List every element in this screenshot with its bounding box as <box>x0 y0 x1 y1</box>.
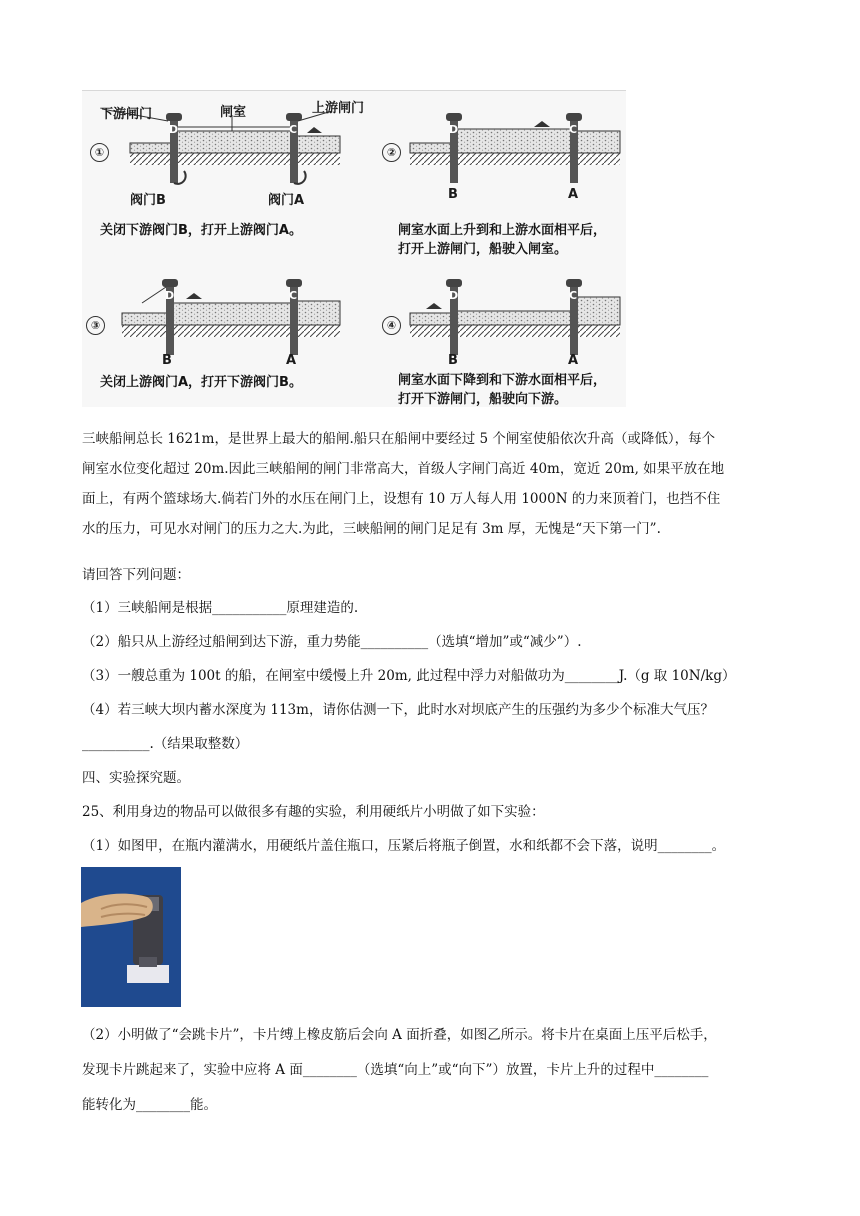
label-downstream-gate: 下游闸门 <box>100 107 153 122</box>
question-3: （3）一艘总重为 100t 的船，在闸室中缓慢上升 20m, 此过程中浮力对船做功为________J.（g 取 10N/kg） <box>82 668 736 684</box>
question-25-part-2-line-1: （2）小明做了“会跳卡片”，卡片缚上橡皮筋后会向 A 面折叠，如图乙所示。将卡片在桌面上压平后松手， <box>82 1027 717 1043</box>
label-lock-chamber: 闸室 <box>220 105 247 120</box>
panel-3-gate-d: D <box>165 289 175 302</box>
question-1: （1）三峡船闸是根据___________原理建造的. <box>82 600 359 616</box>
panel-1-caption <box>100 221 302 240</box>
panel-2-valve-a: A <box>568 187 579 202</box>
panel-1-valve-a: 阀门A <box>268 193 305 208</box>
question-4: （4）若三峡大坝内蓄水深度为 113m，请你估测一下，此时水对坝底产生的压强约为多少个标准大气压？ <box>82 702 714 718</box>
question-4-answer: __________.（结果取整数） <box>82 736 249 752</box>
panel-2-gate-c: C <box>569 123 578 136</box>
panel-1-gate-d: D <box>169 123 179 136</box>
questions-prompt: 请回答下列问题： <box>82 567 190 583</box>
panel-2-caption-line-2: 打开上游闸门，船驶入闸室。 <box>398 242 568 257</box>
panel-1-valve-b: 阀门B <box>130 193 166 208</box>
panel-1-gate-c: C <box>289 123 298 136</box>
panel-4-valve-a: A <box>568 353 579 368</box>
panel-3-valve-a: A <box>286 353 297 368</box>
panel-4-caption-line-1: 闸室水面下降到和下游水面相平后， <box>398 373 607 388</box>
question-2: （2）船只从上游经过船闸到达下游，重力势能__________（选填“增加”或“减少”）. <box>82 634 582 650</box>
section-heading: 四、实验探究题。 <box>82 770 190 786</box>
panel-2-valve-b: B <box>448 187 458 202</box>
panel-1-caption-line: 关闭下游阀门B，打开上游阀门A。 <box>100 223 302 238</box>
panel-3-gate-c: C <box>289 289 298 302</box>
panel-3-number: ③ <box>86 316 105 335</box>
panel-2-drawing <box>410 113 620 183</box>
panel-4-drawing <box>410 279 620 355</box>
label-upstream-gate: 上游闸门 <box>312 101 365 116</box>
question-25-part-1: （1）如图甲，在瓶内灌满水，用硬纸片盖住瓶口，压紧后将瓶子倒置，水和纸都不会下落，说明________。 <box>82 838 726 854</box>
panel-3-caption-line: 关闭上游阀门A，打开下游阀门B。 <box>100 375 302 390</box>
panel-4-valve-b: B <box>448 353 458 368</box>
panel-1-number: ① <box>90 143 109 162</box>
passage-line-4: 水的压力，可见水对闸门的压力之大.为此，三峡船闸的闸门足足有 3m 厚，无愧是“天下第一门”. <box>82 521 661 537</box>
bottle-card-photo <box>81 867 181 1007</box>
passage <box>82 424 724 544</box>
ship-lock-figure <box>82 90 626 407</box>
panel-3-drawing <box>122 279 340 355</box>
panel-4-caption <box>398 371 606 409</box>
panel-4-gate-c: C <box>569 289 578 302</box>
question-25-part-2-line-3: 能转化为________能。 <box>82 1097 217 1113</box>
panel-4-caption-line-2: 打开下游闸门，船驶向下游。 <box>398 392 568 407</box>
panel-2-caption-line-1: 闸室水面上升到和上游水面相平后， <box>398 223 607 238</box>
passage-line-1: 三峡船闸总长 1621m，是世界上最大的船闸.船只在船闸中要经过 5 个闸室使船依次升高（或降低），每个 <box>82 431 716 447</box>
passage-line-3: 面上，有两个篮球场大.倘若门外的水压在闸门上，设想有 10 万人每人用 1000N 的力来顶着门，也挡不住 <box>82 491 721 507</box>
panel-3-valve-b: B <box>162 353 172 368</box>
panel-2-gate-d: D <box>449 123 459 136</box>
question-25-part-2-line-2: 发现卡片跳起来了，实验中应将 A 面________（选填“向上”或“向下”）放置，卡片上升的过程中________ <box>82 1062 709 1078</box>
panel-4-number: ④ <box>382 316 401 335</box>
question-25-intro: 25、利用身边的物品可以做很多有趣的实验，利用硬纸片小明做了如下实验： <box>82 804 545 820</box>
bottle-card-illustration <box>81 867 181 1007</box>
panel-2-caption <box>398 221 606 259</box>
panel-2-number: ② <box>382 143 401 162</box>
passage-line-2: 闸室水位变化超过 20m.因此三峡船闸的闸门非常高大，首级人字闸门高近 40m，宽近 20m, 如果平放在地 <box>82 461 725 477</box>
panel-4-gate-d: D <box>449 289 459 302</box>
panel-3-caption <box>100 373 302 392</box>
